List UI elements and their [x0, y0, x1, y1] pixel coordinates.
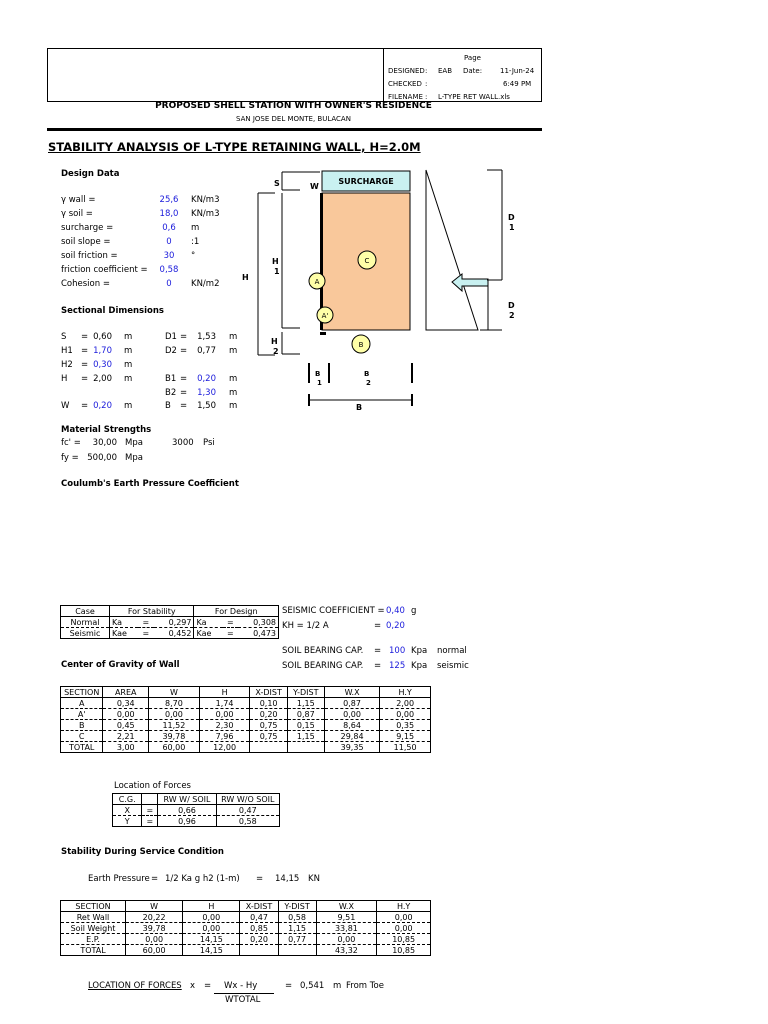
sect-value: 2,00 — [93, 374, 112, 384]
designed-value: EAB — [438, 67, 453, 75]
design-data-label: Cohesion = — [61, 279, 110, 289]
sect-unit: m — [124, 346, 133, 356]
table-cell: 0,75 — [250, 720, 287, 731]
table-cell: 0,00 — [199, 709, 250, 720]
table-row — [61, 923, 431, 934]
design-data-label: γ soil = — [61, 209, 93, 219]
sect-value: 0,20 — [197, 374, 216, 384]
table-cell: 1,15 — [278, 923, 316, 934]
table-cell: E.P. — [61, 934, 126, 945]
design-data-label: soil friction = — [61, 251, 118, 261]
design-data-heading: Design Data — [61, 169, 120, 179]
table-cell: 3,00 — [103, 742, 149, 753]
fc-psi-unit: Psi — [203, 438, 215, 448]
surcharge-label: SURCHARGE — [338, 177, 394, 186]
table-cell: = — [142, 816, 158, 827]
filename-label: FILENAME — [388, 93, 423, 101]
design-data-value: 25,6 — [159, 195, 179, 205]
sbc2-note: seismic — [437, 661, 469, 671]
sect-value: 1,53 — [197, 332, 216, 342]
kh-eq: = — [374, 621, 382, 631]
location-eq2: = — [285, 981, 293, 991]
sect-value: 0,30 — [93, 360, 112, 370]
dim-B-bottom: B — [356, 403, 363, 412]
dim-D2: D 2 — [508, 301, 515, 320]
sect-label: B — [165, 401, 171, 411]
sect-value: 0,20 — [93, 401, 112, 411]
coef-cell: = — [223, 617, 239, 628]
location-of-forces-title: Location of Forces — [114, 781, 191, 791]
table-cell: 0,00 — [377, 923, 431, 934]
table-cell: 39,78 — [126, 923, 183, 934]
section-B-label: B — [358, 341, 364, 349]
design-data-value: 0 — [166, 237, 172, 247]
table-cell: 43,32 — [316, 945, 377, 956]
sect-value: 1,50 — [197, 401, 216, 411]
table-cell: 7,96 — [199, 731, 250, 742]
table-cell: 0,87 — [287, 709, 324, 720]
sect-eq: = — [180, 374, 188, 384]
table-cell: 0,47 — [240, 912, 278, 923]
table-cell: 1,15 — [287, 731, 324, 742]
dim-D1: D 1 — [508, 213, 515, 232]
table-cell: 60,00 — [126, 945, 183, 956]
sect-value: 0,60 — [93, 332, 112, 342]
design-data-label: friction coefficient = — [61, 265, 148, 275]
checked-colon: : — [425, 80, 428, 88]
table-cell: 14,15 — [183, 945, 240, 956]
location-label: LOCATION OF FORCES — [88, 981, 182, 991]
design-data-unit: KN/m3 — [191, 195, 220, 205]
table-header: H.Y — [377, 901, 431, 912]
sect-value: 0,77 — [197, 346, 216, 356]
title-rule — [47, 128, 542, 131]
table-cell: 0,00 — [380, 709, 431, 720]
design-data-value: 0,6 — [162, 223, 176, 233]
seismic-coef-unit: g — [411, 606, 417, 616]
service-heading: Stability During Service Condition — [61, 847, 224, 857]
coef-cell: = — [223, 628, 239, 639]
table-cell: 0,35 — [380, 720, 431, 731]
fc-unit: Mpa — [125, 438, 143, 448]
table-row — [61, 742, 431, 753]
table-cell: 14,15 — [183, 934, 240, 945]
sect-unit: m — [229, 332, 238, 342]
sect-label: D1 — [165, 332, 177, 342]
earth-pressure-unit: KN — [308, 874, 320, 884]
sect-eq: = — [180, 332, 188, 342]
dim-B1: B 1 — [315, 370, 322, 387]
pressure-diagram — [426, 170, 478, 330]
fc-value: 30,00 — [92, 438, 117, 448]
table-cell: 20,22 — [126, 912, 183, 923]
design-data-label: surcharge = — [61, 223, 114, 233]
table-cell: 33,81 — [316, 923, 377, 934]
sect-unit: m — [229, 374, 238, 384]
table-cell: 0,85 — [240, 923, 278, 934]
location-unit: m — [333, 981, 342, 991]
sect-eq: = — [180, 401, 188, 411]
filename-value: L-TYPE RET WALL.xls — [438, 93, 510, 101]
kh-value: 0,20 — [386, 621, 405, 631]
table-cell: 29,84 — [324, 731, 379, 742]
table-cell: B — [61, 720, 103, 731]
table-cell: 1,74 — [199, 698, 250, 709]
table-cell — [287, 742, 324, 753]
coef-header-design: For Design — [194, 606, 279, 617]
table-cell: 60,00 — [149, 742, 200, 753]
dim-H: H — [242, 273, 249, 282]
design-data-unit: KN/m3 — [191, 209, 220, 219]
table-cell: 9,15 — [380, 731, 431, 742]
table-cell: Y — [113, 816, 142, 827]
table-row — [61, 720, 431, 731]
table-cell: 12,00 — [199, 742, 250, 753]
table-cell: X — [113, 805, 142, 816]
table-cell: 0,66 — [158, 805, 216, 816]
wall-footing-mark — [320, 332, 326, 335]
sect-eq: = — [81, 360, 89, 370]
table-header: X-DIST — [240, 901, 278, 912]
table-cell: = — [142, 805, 158, 816]
design-data-unit: :1 — [191, 237, 200, 247]
table-cell: A' — [61, 709, 103, 720]
table-row — [61, 731, 431, 742]
table-row — [61, 698, 431, 709]
sect-label: H2 — [61, 360, 73, 370]
design-data-label: soil slope = — [61, 237, 111, 247]
table-cell: 0,77 — [278, 934, 316, 945]
sect-eq: = — [180, 346, 188, 356]
designed-label: DESIGNED — [388, 67, 425, 75]
sect-label: H1 — [61, 346, 73, 356]
sect-unit: m — [229, 388, 238, 398]
sect-unit: m — [124, 374, 133, 384]
sect-label: S — [61, 332, 67, 342]
location-table — [112, 793, 280, 827]
coef-cell: Seismic — [61, 628, 110, 639]
design-data-value: 0,58 — [159, 265, 179, 275]
filename-colon: : — [425, 93, 428, 101]
table-cell: 0,00 — [126, 934, 183, 945]
earth-pressure-formula: 1/2 Ka g h2 (1-m) — [165, 874, 240, 884]
table-cell: 0,00 — [183, 912, 240, 923]
table-cell: 0,00 — [377, 912, 431, 923]
coef-cell: Normal — [61, 617, 110, 628]
table-cell: 0,00 — [149, 709, 200, 720]
sbc1-note: normal — [437, 646, 467, 656]
table-cell: 9,51 — [316, 912, 377, 923]
table-cell — [278, 945, 316, 956]
fy-unit: Mpa — [125, 453, 143, 463]
coef-cell: 0,297 — [154, 617, 194, 628]
fc-psi-value: 3000 — [172, 438, 194, 448]
sect-value: 1,30 — [197, 388, 216, 398]
table-cell: 0,20 — [250, 709, 287, 720]
table-cell: 0,10 — [250, 698, 287, 709]
sect-eq: = — [81, 374, 89, 384]
table-cell: 10,85 — [377, 945, 431, 956]
kh-label: KH = 1/2 A — [282, 621, 329, 631]
table-header: W.X — [316, 901, 377, 912]
table-cell: 2,21 — [103, 731, 149, 742]
table-cell: 0,45 — [103, 720, 149, 731]
dim-H1: H 1 — [272, 257, 280, 276]
section-A2-label: A' — [321, 312, 329, 320]
table-header: W — [126, 901, 183, 912]
table-cell: TOTAL — [61, 945, 126, 956]
table-header: Y-DIST — [287, 687, 324, 698]
design-data-label: γ wall = — [61, 195, 96, 205]
table-header: W — [149, 687, 200, 698]
project-location: SAN JOSE DEL MONTE, BULACAN — [236, 115, 351, 123]
coef-cell: 0,452 — [154, 628, 194, 639]
table-header: SECTION — [61, 687, 103, 698]
table-cell: 0,75 — [250, 731, 287, 742]
main-title: STABILITY ANALYSIS OF L-TYPE RETAINING WALL, H=2.0M — [48, 140, 421, 154]
sect-unit: m — [124, 332, 133, 342]
coef-cell: Ka — [194, 617, 223, 628]
checked-label: CHECKED — [388, 80, 422, 88]
table-row — [61, 912, 431, 923]
table-cell: 1,15 — [287, 698, 324, 709]
table-cell: 0,96 — [158, 816, 216, 827]
table-header — [142, 794, 158, 805]
table-cell: TOTAL — [61, 742, 103, 753]
table-cell: 2,30 — [199, 720, 250, 731]
sect-eq: = — [180, 388, 188, 398]
design-data-value: 30 — [163, 251, 175, 261]
sect-value: 1,70 — [93, 346, 112, 356]
table-header: AREA — [103, 687, 149, 698]
location-value: 0,541 — [300, 981, 325, 991]
sect-eq: = — [81, 346, 89, 356]
table-cell: 0,87 — [324, 698, 379, 709]
section-A-label: A — [314, 278, 320, 286]
location-denominator: WTOTAL — [225, 995, 261, 1005]
table-header: RW W/ SOIL — [158, 794, 216, 805]
design-data-unit: ° — [191, 251, 196, 261]
service-table — [60, 900, 431, 956]
location-eq: = — [204, 981, 212, 991]
sect-unit: m — [124, 360, 133, 370]
sect-label: B2 — [165, 388, 177, 398]
design-data-unit: KN/m2 — [191, 279, 220, 289]
sect-unit: m — [124, 401, 133, 411]
table-header: H — [199, 687, 250, 698]
materials-heading: Material Strengths — [61, 425, 152, 435]
table-cell: 10,85 — [377, 934, 431, 945]
table-cell: 8,64 — [324, 720, 379, 731]
section-C-label: C — [364, 257, 370, 265]
table-header: W.X — [324, 687, 379, 698]
page-label: Page — [464, 54, 481, 62]
fc-label: fc' = — [61, 438, 81, 448]
designed-colon: : — [425, 67, 428, 75]
table-cell: A — [61, 698, 103, 709]
cg-table — [60, 686, 431, 753]
table-header: C.G. — [113, 794, 142, 805]
table-cell: 0,15 — [287, 720, 324, 731]
table-cell: 0,00 — [183, 923, 240, 934]
design-data-unit: m — [191, 223, 200, 233]
dim-B2: B 2 — [364, 370, 371, 387]
table-row — [61, 709, 431, 720]
sbc1-eq: = — [374, 646, 382, 656]
table-cell: 0,58 — [278, 912, 316, 923]
table-header: SECTION — [61, 901, 126, 912]
coefficient-table — [60, 605, 279, 639]
sect-label: H — [61, 374, 68, 384]
retaining-wall-diagram — [240, 160, 540, 420]
table-header: H — [183, 901, 240, 912]
project-title: PROPOSED SHELL STATION WITH OWNER'S RESIDENCE — [155, 101, 432, 111]
coef-cell: 0,473 — [238, 628, 278, 639]
design-data-value: 0 — [166, 279, 172, 289]
sect-label: D2 — [165, 346, 177, 356]
table-row — [113, 816, 280, 827]
table-header: X-DIST — [250, 687, 287, 698]
table-cell — [240, 945, 278, 956]
sbc2-value: 125 — [389, 661, 406, 671]
table-cell: 8,70 — [149, 698, 200, 709]
sect-unit: m — [229, 401, 238, 411]
sectional-heading: Sectional Dimensions — [61, 306, 164, 316]
table-cell: C — [61, 731, 103, 742]
sbc1-value: 100 — [389, 646, 406, 656]
dim-H2: H 2 — [271, 337, 279, 356]
table-cell: 39,35 — [324, 742, 379, 753]
earth-pressure-eq: = — [151, 874, 159, 884]
sbc2-label: SOIL BEARING CAP. — [282, 661, 364, 671]
seismic-coef-value: 0,40 — [386, 606, 405, 616]
dim-W: W — [310, 182, 319, 191]
sbc1-unit: Kpa — [411, 646, 428, 656]
table-cell: Ret Wall — [61, 912, 126, 923]
sect-label: B1 — [165, 374, 177, 384]
coef-header-stability: For Stability — [110, 606, 194, 617]
table-cell: Soil Weight — [61, 923, 126, 934]
sect-eq: = — [81, 332, 89, 342]
table-header: Y-DIST — [278, 901, 316, 912]
table-cell: 0,20 — [240, 934, 278, 945]
table-row — [61, 945, 431, 956]
sect-unit: m — [229, 346, 238, 356]
date-value: 11-Jun-24 — [500, 67, 535, 75]
table-cell: 0,58 — [216, 816, 279, 827]
earth-pressure-label: Earth Pressure — [88, 874, 150, 884]
sbc2-eq: = — [374, 661, 382, 671]
table-cell: 0,47 — [216, 805, 279, 816]
design-data-value: 18,0 — [159, 209, 179, 219]
cg-heading: Center of Gravity of Wall — [61, 660, 180, 670]
table-cell: 0,00 — [316, 934, 377, 945]
table-cell: 11,50 — [380, 742, 431, 753]
dim-S: S — [274, 179, 280, 188]
table-cell: 0,00 — [324, 709, 379, 720]
coef-cell: = — [138, 628, 154, 639]
coulomb-heading: Coulumb's Earth Pressure Coefficient — [61, 479, 239, 489]
header-divider — [383, 48, 384, 101]
location-note: From Toe — [346, 981, 384, 991]
table-header: RW W/O SOIL — [216, 794, 279, 805]
coef-cell: Ka — [110, 617, 139, 628]
fy-label: fy = — [61, 453, 79, 463]
coef-cell: 0,308 — [238, 617, 278, 628]
table-row — [113, 805, 280, 816]
table-cell: 0,34 — [103, 698, 149, 709]
time-value: 6:49 PM — [503, 80, 532, 88]
table-header: H.Y — [380, 687, 431, 698]
sect-label: W — [61, 401, 70, 411]
table-row — [61, 934, 431, 945]
coef-cell: Kae — [110, 628, 139, 639]
seismic-coef-label: SEISMIC COEFFICIENT = — [282, 606, 385, 616]
date-label: Date: — [463, 67, 483, 75]
location-x: x — [190, 981, 196, 991]
table-cell: 0,00 — [103, 709, 149, 720]
coef-header-case: Case — [61, 606, 110, 617]
coef-cell: Kae — [194, 628, 223, 639]
sbc2-unit: Kpa — [411, 661, 428, 671]
sect-eq: = — [81, 401, 89, 411]
earth-pressure-eq2: = — [256, 874, 264, 884]
table-cell: 39,78 — [149, 731, 200, 742]
fy-value: 500,00 — [87, 453, 117, 463]
coef-cell: = — [138, 617, 154, 628]
fraction-bar — [214, 993, 274, 994]
table-cell — [250, 742, 287, 753]
table-cell: 11,52 — [149, 720, 200, 731]
table-cell: 2,00 — [380, 698, 431, 709]
earth-pressure-value: 14,15 — [275, 874, 300, 884]
sbc1-label: SOIL BEARING CAP. — [282, 646, 364, 656]
location-numerator: Wx - Hy — [224, 981, 258, 991]
